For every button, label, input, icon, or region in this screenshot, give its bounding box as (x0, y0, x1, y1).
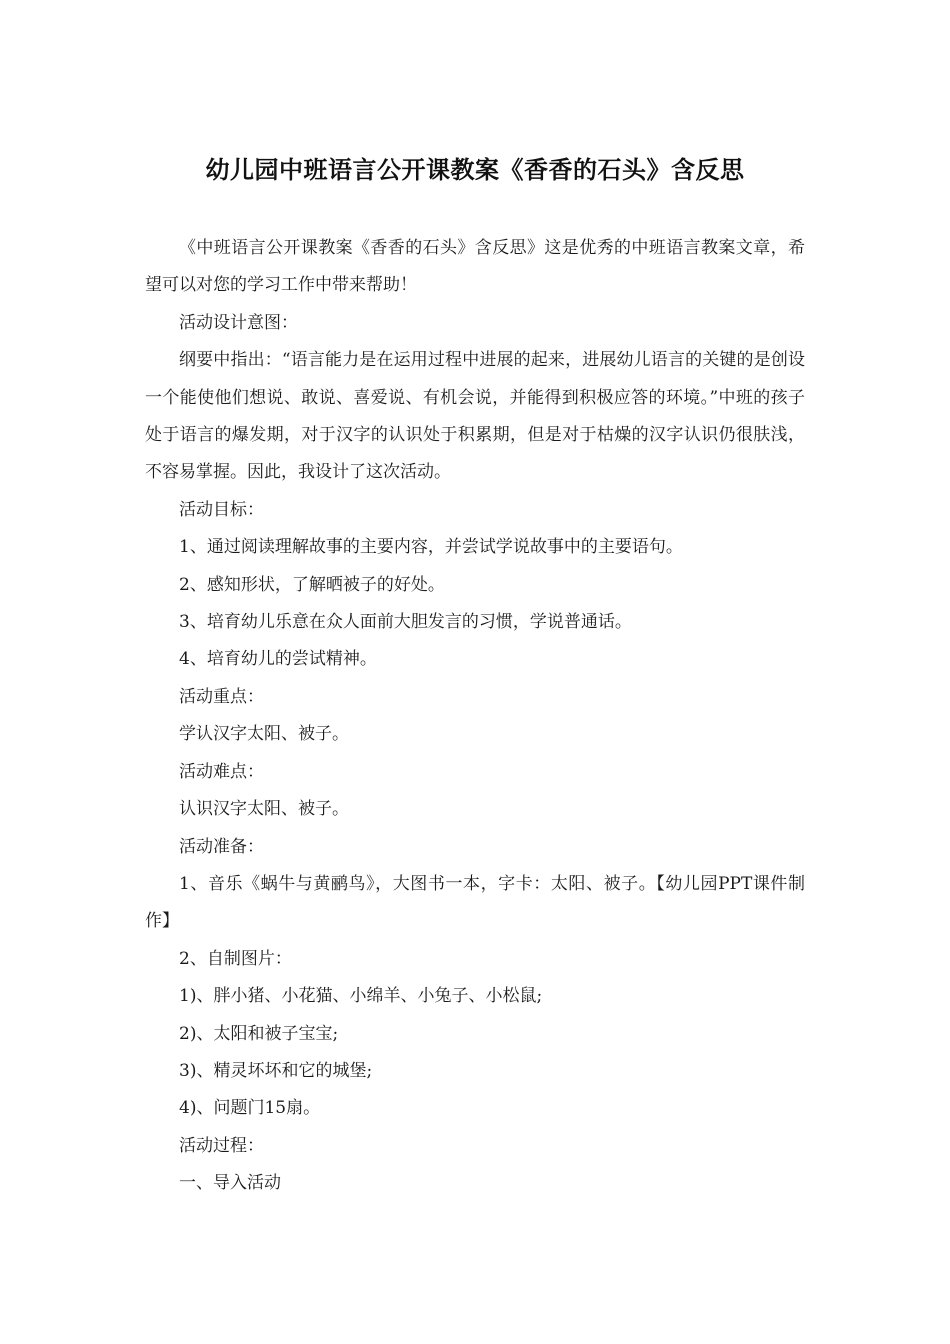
document-body (145, 230, 805, 1203)
goal-item-4: 4、培育幼儿的尝试精神。 (179, 649, 377, 670)
preparation-subitem-1: 1)、胖小猪、小花猫、小绵羊、小兔子、小松鼠; (179, 986, 543, 1007)
section-heading-goals: 活动目标： (179, 499, 264, 520)
preparation-item-1: 1、音乐《蜗牛与黄鹂鸟》，大图书一本，字卡：太阳、被子。【幼儿园PPT课件制作】 (145, 873, 805, 932)
process-step-1: 一、导入活动 (179, 1173, 281, 1194)
preparation-subitem-2: 2)、太阳和被子宝宝; (179, 1023, 339, 1044)
key-point-text: 学认汉字太阳、被子。 (179, 724, 349, 745)
goal-item-1: 1、通过阅读理解故事的主要内容，并尝试学说故事中的主要语句。 (179, 537, 683, 558)
section-heading-process: 活动过程： (179, 1135, 264, 1156)
design-intent-paragraph: 纲要中指出：“语言能力是在运用过程中进展的起来，进展幼儿语言的关键的是创设一个能使他们想说、敢说、喜爱说、有机会说，并能得到积极应答的环境。”中班的孩子处于语言的爆发期，对于汉字的认识处于积累期，但是对于枯燥的汉字认识仍很肤浅，不容易掌握。因此，我设计了这次活动。 (145, 350, 805, 483)
section-heading-difficulty: 活动难点： (179, 761, 264, 782)
goal-item-2: 2、感知形状，了解晒被子的好处。 (179, 574, 445, 595)
intro-paragraph: 《中班语言公开课教案《香香的石头》含反思》这是优秀的中班语言教案文章，希望可以对您的学习工作中带来帮助！ (145, 238, 805, 296)
section-heading-preparation: 活动准备： (179, 836, 264, 857)
section-heading-key-point: 活动重点： (179, 686, 264, 707)
preparation-subitem-3: 3)、精灵坏坏和它的城堡; (179, 1060, 373, 1081)
difficulty-text: 认识汉字太阳、被子。 (179, 799, 349, 820)
goal-item-3: 3、培育幼儿乐意在众人面前大胆发言的习惯，学说普通话。 (179, 612, 632, 633)
preparation-item-2: 2、自制图片： (179, 948, 292, 969)
preparation-subitem-4: 4)、问题门15扇。 (179, 1098, 321, 1119)
section-heading-design-intent: 活动设计意图： (179, 312, 298, 333)
document-title: 幼儿园中班语言公开课教案《香香的石头》含反思 (205, 156, 745, 184)
